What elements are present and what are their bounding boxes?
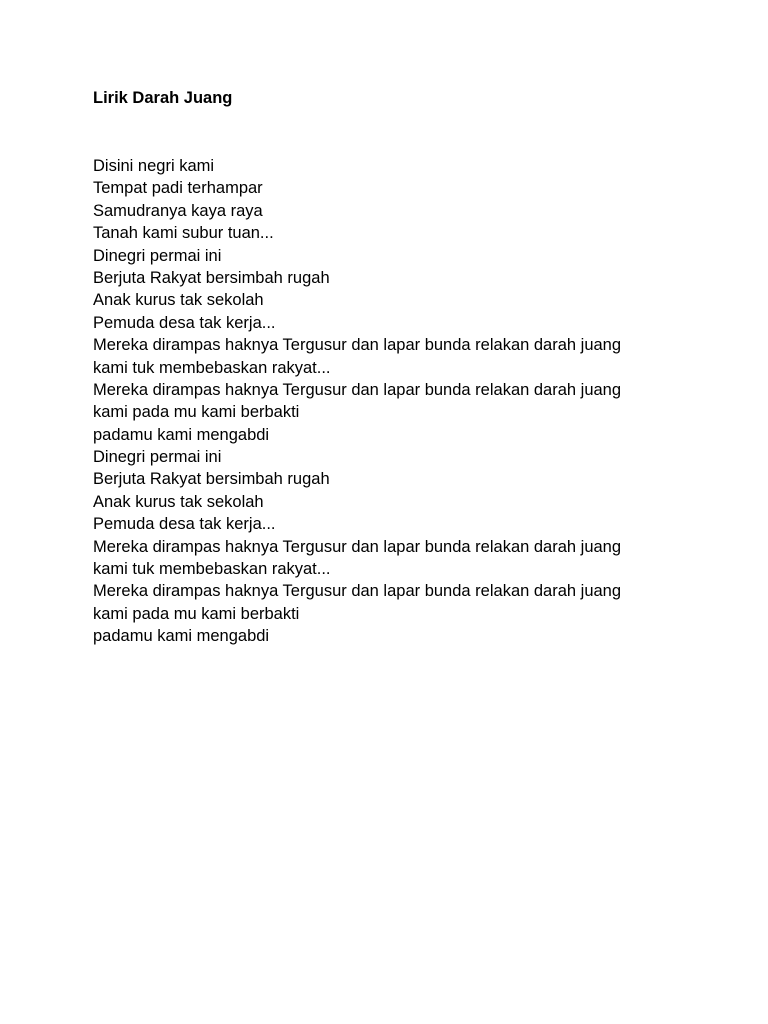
lyric-line: kami pada mu kami berbakti [93,403,300,422]
lyric-line: Mereka dirampas haknya Tergusur dan lapar bunda relakan darah juang [93,380,622,399]
lyric-line: kami pada mu kami berbakti [93,604,300,623]
lyrics-body [93,155,713,648]
lyric-line: Dinegri permai ini [93,448,222,467]
lyric-line: kami tuk membebaskan rakyat... [93,358,331,377]
lyric-line: Samudranya kaya raya [93,201,263,220]
lyric-line: Mereka dirampas haknya Tergusur dan lapar bunda relakan darah juang [93,582,622,601]
lyric-line: Mereka dirampas haknya Tergusur dan lapar bunda relakan darah juang [93,336,622,355]
lyric-line: padamu kami mengabdi [93,425,270,444]
lyric-line: Berjuta Rakyat bersimbah rugah [93,470,330,489]
lyric-line: Tempat padi terhampar [93,179,263,198]
lyric-line: Berjuta Rakyat bersimbah rugah [93,268,330,287]
lyric-line: Disini negri kami [93,157,215,175]
lyric-line: Anak kurus tak sekolah [93,492,264,511]
lyric-line: Dinegri permai ini [93,246,222,265]
lyric-line: Mereka dirampas haknya Tergusur dan lapar bunda relakan darah juang [93,537,622,556]
lyric-line: Anak kurus tak sekolah [93,291,264,310]
lyric-line: Pemuda desa tak kerja... [93,313,276,332]
lyric-line: Tanah kami subur tuan... [93,224,274,243]
lyric-line: Pemuda desa tak kerja... [93,515,276,534]
document-title: Lirik Darah Juang [93,89,233,107]
lyric-line: padamu kami mengabdi [93,627,270,646]
lyric-line: kami tuk membebaskan rakyat... [93,560,331,579]
